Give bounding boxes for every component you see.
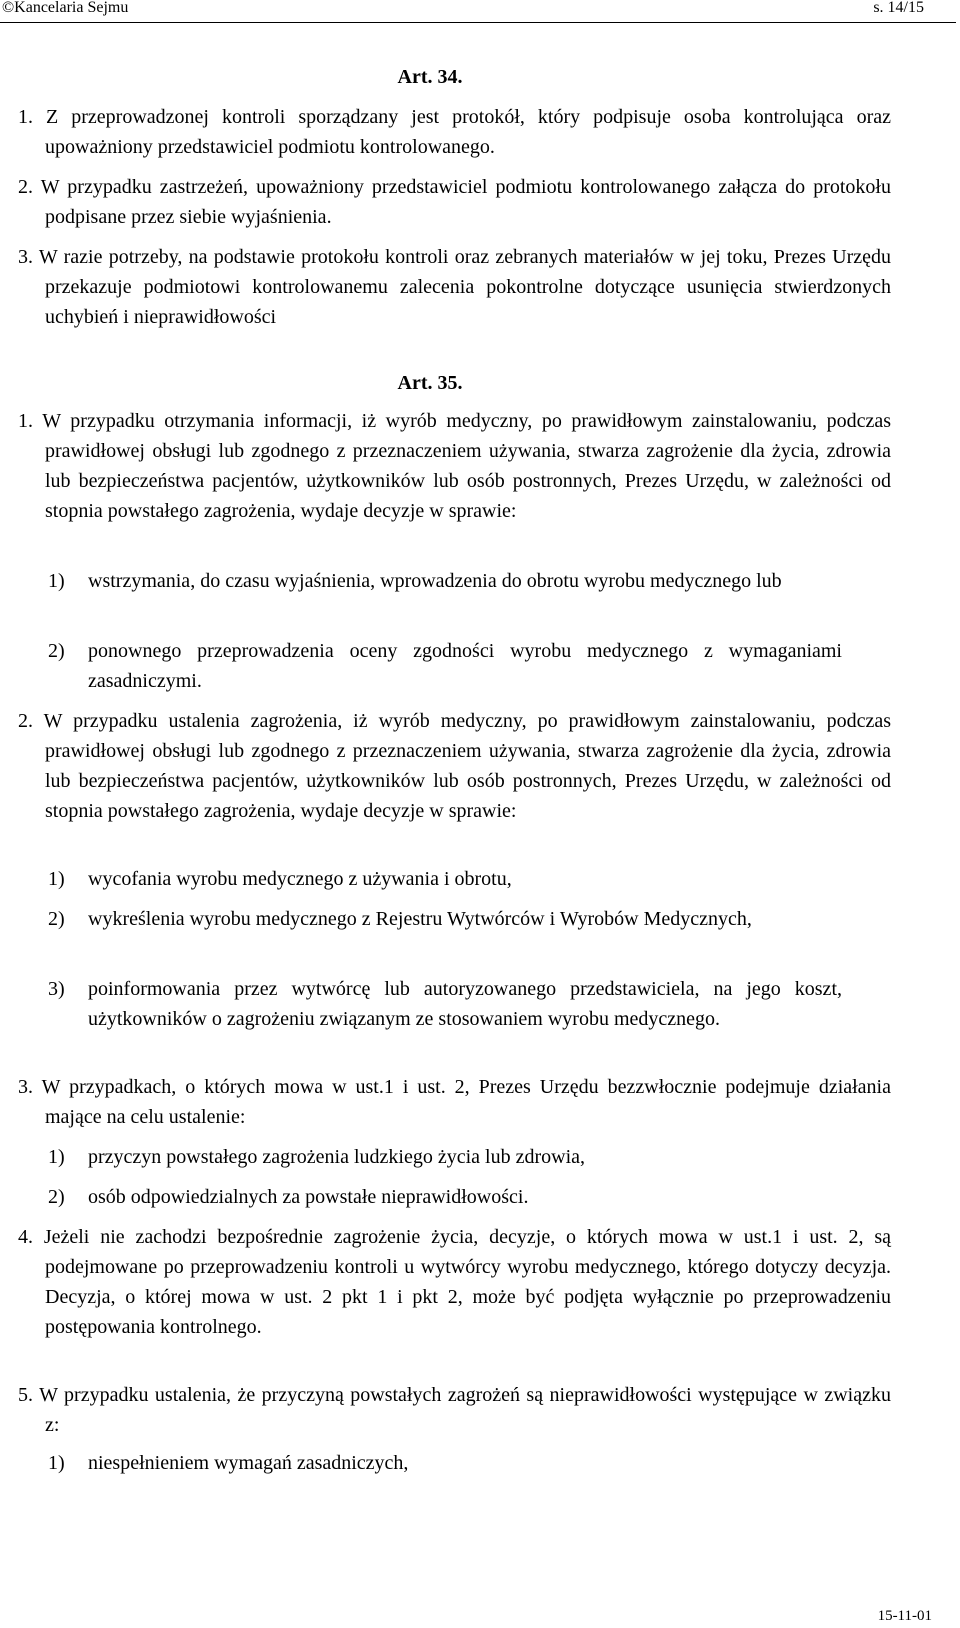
article-35-p2-point-3 — [48, 974, 842, 1034]
article-35-paragraph-4: 4. Jeżeli nie zachodzi bezpośrednie zagrożenie życia, decyzje, o których mowa w ust.1 i ust. 2, są podejmowane po przeprowadzeniu kontroli u wytwórcy wyrobu medycznego, którego dotyczy decyzja. Decyzja, o której mowa w ust. 2 pkt 1 i pkt 2, może być podjęta wyłącznie po przeprowadzeniu postępowania kontrolnego. — [18, 1226, 891, 1338]
article-35-paragraph-1: 1. W przypadku otrzymania informacji, iż wyrób medyczny, po prawidłowym zainstalowaniu, podczas prawidłowej obsługi lub zgodnego z przeznaczeniem używania, stwarza zagrożenie dla życia, zdrowia lub bezpieczeństwa pacjentów, użytkowników lub osób postronnych, Prezes Urzędu, w zależności od stopnia powstałego zagrożenia, wydaje decyzje w sprawie: — [18, 410, 891, 522]
point-number: 3) — [48, 978, 65, 1000]
article-35-paragraph-3: 3. W przypadkach, o których mowa w ust.1 i ust. 2, Prezes Urzędu bezzwłocznie podejmuje działania mające na celu ustalenie: — [18, 1076, 891, 1128]
article-35-paragraph-5: 5. W przypadku ustalenia, że przyczyną powstałych zagrożeń są nieprawidłowości występujące w związku z: — [18, 1384, 891, 1436]
point-text: przyczyn powstałego zagrożenia ludzkiego życia lub zdrowia, — [88, 1146, 586, 1168]
point-number: 1) — [48, 868, 65, 890]
article-34-title: Art. 34. — [397, 66, 463, 88]
point-text: poinformowania przez wytwórcę lub autoryzowanego przedstawiciela, na jego koszt, użytkowników o zagrożeniu związanym ze stosowaniem wyrobu medycznego. — [88, 978, 842, 1030]
article-35-paragraph-2: 2. W przypadku ustalenia zagrożenia, iż wyrób medyczny, po prawidłowym zainstalowaniu, podczas prawidłowej obsługi lub zgodnego z przeznaczeniem używania, stwarza zagrożenie dla życia, zdrowia lub bezpieczeństwa pacjentów, użytkowników lub osób postronnych, Prezes Urzędu, w zależności od stopnia powstałego zagrożenia, wydaje decyzje w sprawie: — [18, 710, 891, 822]
point-text: osób odpowiedzialnych za powstałe nieprawidłowości. — [88, 1186, 529, 1208]
article-35-p1-point-1 — [48, 566, 842, 596]
header-rule — [0, 22, 956, 23]
article-35-title: Art. 35. — [397, 372, 463, 394]
article-34-paragraph-2: 2. W przypadku zastrzeżeń, upoważniony przedstawiciel podmiotu kontrolowanego załącza do protokołu podpisane przez siebie wyjaśnienia. — [18, 176, 891, 228]
article-35-p5-point-1 — [48, 1448, 842, 1478]
article-35-p3-point-1 — [48, 1142, 842, 1172]
point-number: 2) — [48, 640, 65, 662]
point-number: 1) — [48, 1146, 65, 1168]
article-35-p3-point-2 — [48, 1182, 842, 1212]
article-35-p2-point-1 — [48, 864, 842, 894]
point-number: 2) — [48, 1186, 65, 1208]
point-text: niespełnieniem wymagań zasadniczych, — [88, 1452, 409, 1474]
header-page-number: s. 14/15 — [873, 0, 924, 16]
footer-date: 15-11-01 — [877, 1608, 932, 1624]
point-text: wykreślenia wyrobu medycznego z Rejestru Wytwórców i Wyrobów Medycznych, — [88, 908, 752, 930]
point-number: 1) — [48, 570, 65, 592]
point-text: wstrzymania, do czasu wyjaśnienia, wprowadzenia do obrotu wyrobu medycznego lub — [88, 570, 782, 592]
header-copyright: ©Kancelaria Sejmu — [2, 0, 129, 16]
article-35-p2-point-2 — [48, 904, 842, 934]
point-number: 1) — [48, 1452, 65, 1474]
article-34-paragraph-3: 3. W razie potrzeby, na podstawie protokołu kontroli oraz zebranych materiałów w jej toku, Prezes Urzędu przekazuje podmiotowi kontrolowanemu zalecenia pokontrolne dotyczące usunięcia stwierdzonych uchybień i nieprawidłowości — [18, 246, 891, 328]
article-34-paragraph-1: 1. Z przeprowadzonej kontroli sporządzany jest protokół, który podpisuje osoba kontrolująca oraz upoważniony przedstawiciel podmiotu kontrolowanego. — [18, 106, 891, 158]
point-text: wycofania wyrobu medycznego z używania i obrotu, — [88, 868, 512, 890]
point-number: 2) — [48, 908, 65, 930]
point-text: ponownego przeprowadzenia oceny zgodności wyrobu medycznego z wymaganiami zasadniczymi. — [88, 640, 842, 692]
article-35-p1-point-2 — [48, 636, 842, 696]
